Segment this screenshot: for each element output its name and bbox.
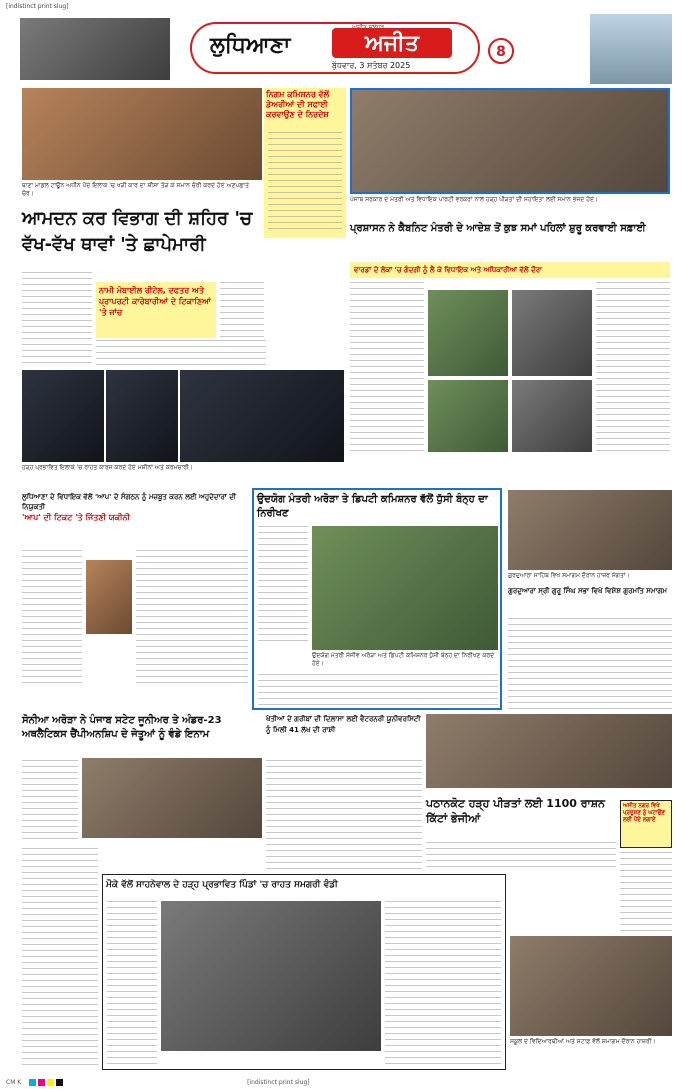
text-dhussi-bottom bbox=[258, 674, 498, 706]
strap-cleanup: ਵਾਰਡਾਂ ਦੇ ਲੋਕਾਂ 'ਚ ਗੰਦਗੀ ਨੂੰ ਲੈ ਕੇ ਵਿਧਾਇਕ ਅਤੇ ਅਧਿਕਾਰੀਆਂ ਵੱਲੋਂ ਦੌਰਾ bbox=[354, 266, 543, 274]
story-incometax bbox=[22, 206, 262, 272]
photo-flood-1 bbox=[22, 370, 104, 462]
story-veterinary bbox=[266, 714, 422, 758]
story-dhussi bbox=[252, 488, 502, 710]
story-ajitnagar bbox=[620, 800, 672, 848]
caption-dhussi: ਉਦਯੋਗ ਮੰਤਰੀ ਸੰਜੀਵ ਅਰੋੜਾ ਅਤੇ ਡਿਪਟੀ ਕਮਿਸ਼ਨਰ ਧੁੱਸੀ ਬੰਨ੍ਹ ਦਾ ਨਿਰੀਖਣ ਕਰਦੇ ਹੋਏ। bbox=[312, 652, 495, 667]
photo-dhussi bbox=[312, 526, 498, 650]
headline-incometax: ਆਮਦਨ ਕਰ ਵਿਭਾਗ ਦੀ ਸ਼ਹਿਰ 'ਚ ਵੱਖ-ਵੱਖ ਥਾਵਾਂ 'ਤੇ ਛਾਪੇਮਾਰੀ bbox=[22, 208, 253, 255]
photo-flood-3 bbox=[180, 370, 344, 462]
caption-gurdwara: ਗੁਰਦੁਆਰਾ ਸਾਹਿਬ ਵਿਖੇ ਸਮਾਗਮ ਦੌਰਾਨ ਹਾਜ਼ਰ ਸੰਗਤਾਂ। bbox=[508, 572, 630, 579]
header-photo-statues bbox=[20, 18, 170, 80]
print-footer bbox=[0, 1076, 687, 1089]
photo-aap-person bbox=[86, 560, 132, 634]
photo-flood-2 bbox=[106, 370, 178, 462]
story-cleanup bbox=[350, 222, 670, 258]
footer-slug: [indistinct print slug] bbox=[247, 1079, 310, 1086]
headline-gurdwara: ਗੁਰਦੁਆਰਾ ਸ੍ਰੀ ਗੁਰੂ ਸਿੰਘ ਸਭਾ ਵਿਖੇ ਵਿਸ਼ੇਸ਼ ਗੁਰਮਤਿ ਸਮਾਗਮ bbox=[508, 587, 668, 595]
text-ajitnagar bbox=[620, 852, 672, 932]
page-number: 8 bbox=[488, 38, 514, 64]
text-sahnewal-col3 bbox=[385, 901, 501, 1065]
headline-ajitnagar: ਅਜੀਤ ਨਗਰ ਵਿਖੇ ਪ੍ਰਦੂਸ਼ਣ ਨੂੰ ਘਟਾਉਣ ਲਈ ਪੌਦੇ ਲਗਾਏ bbox=[623, 803, 665, 823]
magenta-swatch bbox=[38, 1079, 45, 1086]
subhead-aap: 'ਆਪ' ਦੀ ਟਿਕਟ 'ਤੇ ਜਿੱਤਣੀ ਯਕੀਨੀ bbox=[22, 513, 130, 522]
story-sahnewal bbox=[102, 874, 506, 1070]
subhead-incometax: ਨਾਮੀ ਮੋਬਾਈਲ ਰੀਟੇਲ, ਦਫਤਰ ਅਤੇ ਪ੍ਰਾਪਰਟੀ ਕਾਰੋਬਾਰੀਆਂ ਦੇ ਟਿਕਾਣਿਆਂ 'ਤੇ ਜਾਂਚ bbox=[99, 286, 211, 317]
photo-athletics bbox=[82, 758, 262, 838]
subhead-incometax-box bbox=[96, 282, 216, 338]
photo-cleanup-4 bbox=[512, 380, 592, 452]
text-rations bbox=[426, 842, 616, 872]
photo-gurdwara bbox=[508, 490, 672, 570]
headline-dairy: ਨਿਗਮ ਕਮਿਸ਼ਨਰ ਵੱਲੋਂ ਡੇਅਰੀਆਂ ਦੀ ਸਫਾਈ ਕਰਵਾਉਣ ਦੇ ਨਿਰਦੇਸ਼ bbox=[266, 90, 329, 119]
masthead-date: ਬੁੱਧਵਾਰ, 3 ਸਤੰਬਰ 2025 bbox=[332, 61, 411, 70]
photo-sahnewal bbox=[161, 901, 381, 1051]
headline-cleanup: ਪ੍ਰਸ਼ਾਸਨ ਨੇ ਕੈਬਨਿਟ ਮੰਤਰੀ ਦੇ ਆਦੇਸ਼ ਤੋਂ ਕੁਝ ਸਮਾਂ ਪਹਿਲਾਂ ਸ਼ੁਰੂ ਕਰਵਾਈ ਸਫ਼ਾਈ bbox=[350, 223, 646, 234]
caption-school: ਸਕੂਲ ਦੇ ਵਿਦਿਆਰਥੀਆਂ ਅਤੇ ਸਟਾਫ਼ ਵੱਲੋਂ ਸਮਾਗਮ ਦੌਰਾਨ ਹਾਜ਼ਰੀ। bbox=[510, 1038, 656, 1045]
text-left-column bbox=[22, 848, 98, 1068]
text-incometax-col1 bbox=[22, 272, 92, 364]
cmyk-label: CM K bbox=[6, 1079, 22, 1086]
photo-cleanup-3 bbox=[428, 380, 508, 452]
photo-school bbox=[510, 936, 672, 1036]
caption-shop: ਥਾਣਾ ਮਾਡਲ ਟਾਊਨ ਅਧੀਨ ਪੈਂਦੇ ਇਲਾਕੇ 'ਚ ਖੜੀ ਕਾਰ ਦਾ ਸ਼ੀਸ਼ਾ ਤੋੜ ਕੇ ਸਮਾਨ ਚੋਰੀ ਕਰਦੇ ਹੋਏ ਅਣਪਛਾਤੇ ਚੋਰ। bbox=[22, 182, 249, 197]
caption-ministers: ਪੰਜਾਬ ਸਰਕਾਰ ਦੇ ਮੰਤਰੀ ਅਤੇ ਵਿਧਾਇਕ ਪਾਰਟੀ ਵਰਕਰਾਂ ਨਾਲ ਹੜ੍ਹ ਪੀੜਤਾਂ ਦੀ ਸਹਾਇਤਾ ਲਈ ਸਮਾਨ ਭੇਜਦੇ ਹੋਏ। bbox=[350, 196, 598, 203]
text-sahnewal-col1 bbox=[107, 901, 157, 1065]
story-athletics bbox=[22, 714, 262, 758]
masthead bbox=[190, 22, 480, 74]
headline-aap: ਲੁਧਿਆਣਾ ਦੇ ਵਿਧਾਇਕ ਵੱਲੋਂ 'ਆਪ' ਦੇ ਸੰਗਠਨ ਨੂੰ ਮਜ਼ਬੂਤ ਕਰਨ ਲਈ ਅਹੁਦੇਦਾਰਾਂ ਦੀ ਨਿਯੁਕਤੀ bbox=[22, 493, 236, 511]
story-dairy bbox=[264, 88, 346, 238]
photo-shop-car bbox=[22, 88, 262, 180]
yellow-swatch bbox=[47, 1079, 54, 1086]
text-veterinary bbox=[266, 760, 422, 870]
text-incometax-col2 bbox=[96, 340, 266, 366]
text-athletics bbox=[22, 760, 78, 840]
caption-flood: ਹੜ੍ਹ ਪ੍ਰਭਾਵਿਤ ਇਲਾਕੇ 'ਚ ਰਾਹਤ ਕਾਰਜ ਕਰਦੇ ਹੋਏ ਮਸ਼ੀਨਾਂ ਅਤੇ ਕਰਮਚਾਰੀ। bbox=[22, 464, 193, 471]
masthead-city: ਲੁਧਿਆਣਾ bbox=[210, 32, 291, 58]
headline-dhussi: ਉਦਯੋਗ ਮੰਤਰੀ ਅਰੋੜਾ ਤੇ ਡਿਪਟੀ ਕਮਿਸ਼ਨਰ ਵੱਲੋਂ ਧੁੱਸੀ ਬੰਨ੍ਹ ਦਾ ਨਿਰੀਖਣ bbox=[257, 494, 488, 519]
print-strip: [indistinct print slug] bbox=[6, 3, 69, 10]
text-dhussi-col1 bbox=[258, 526, 308, 646]
story-aap bbox=[22, 492, 248, 546]
story-gurdwara bbox=[508, 586, 672, 616]
headline-rations: ਪਠਾਨਕੋਟ ਹੜ੍ਹ ਪੀੜਤਾਂ ਲਈ 1100 ਰਾਸ਼ਨ ਕਿੱਟਾਂ ਭੇਜੀਆਂ bbox=[426, 797, 605, 825]
headline-athletics: ਸੋਨੀਆ ਅਰੋੜਾ ਨੇ ਪੰਜਾਬ ਸਟੇਟ ਜੂਨੀਅਰ ਤੇ ਅੰਡਰ-23 ਅਥਲੈਟਿਕਸ ਚੈਂਪੀਅਨਸ਼ਿਪ ਦੇ ਜੇਤੂਆਂ ਨੂੰ ਵੰਡੇ ਇਨਾਮ bbox=[22, 715, 222, 740]
photo-cleanup-1 bbox=[428, 290, 508, 376]
story-rations bbox=[426, 796, 616, 840]
text-gurdwara bbox=[508, 618, 672, 710]
photo-ministers-group bbox=[350, 88, 670, 194]
photo-cleanup-2 bbox=[512, 290, 592, 376]
headline-veterinary: ਖੇਤੀਆਂ ਦੇ ਗਰੀਬਾਂ ਦੀ ਦਿਲ਼ਾਸਾ ਲਈ ਵੈਟਰਨਰੀ ਯੂਨੀਵਰਸਿਟੀ ਨੂੰ ਮਿਲੀ 41 ਲੱਖ ਦੀ ਰਾਸ਼ੀ bbox=[266, 715, 421, 734]
text-dairy bbox=[268, 132, 342, 232]
header-photo-clocktower bbox=[590, 14, 672, 84]
masthead-paper-name: ਅਜੀਤ bbox=[332, 28, 452, 58]
text-aap-col2 bbox=[136, 550, 248, 684]
headline-sahnewal: ਮੌਕੇ ਵੱਲੋਂ ਸਾਹਨੇਵਾਲ ਦੇ ਹੜ੍ਹ ਪ੍ਰਭਾਵਿਤ ਪਿੰਡਾਂ 'ਚ ਰਾਹਤ ਸਮਗਰੀ ਵੰਡੀ bbox=[106, 880, 338, 890]
photo-rations bbox=[426, 714, 672, 788]
text-incometax-col3 bbox=[220, 282, 264, 338]
cyan-swatch bbox=[29, 1079, 36, 1086]
black-swatch bbox=[56, 1079, 63, 1086]
text-cleanup-col3 bbox=[596, 282, 670, 452]
text-aap-col1 bbox=[22, 550, 82, 684]
text-cleanup-col1 bbox=[350, 282, 424, 452]
strap-cleanup-box bbox=[350, 262, 670, 278]
